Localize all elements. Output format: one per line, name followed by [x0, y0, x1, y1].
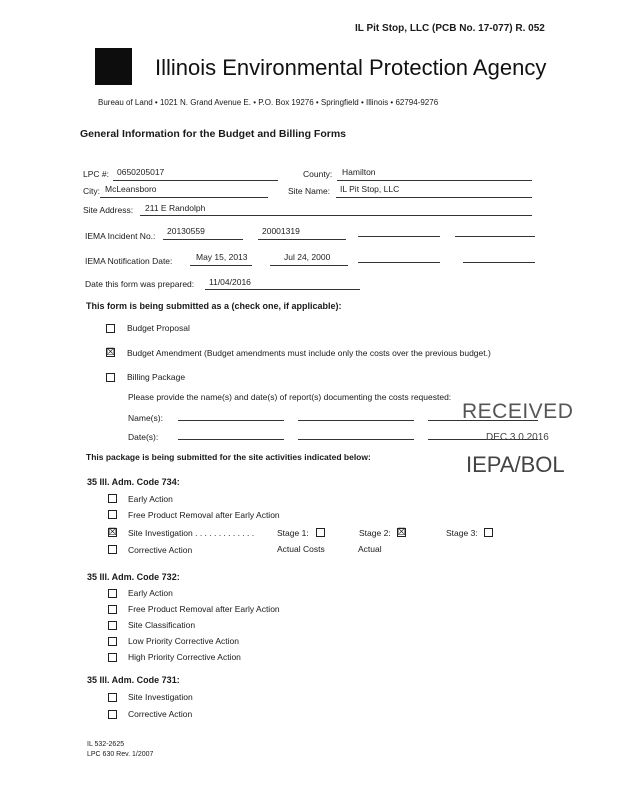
code734-title: 35 Ill. Adm. Code 734:: [87, 477, 180, 487]
iema-incident-label: IEMA Incident No.:: [85, 231, 156, 241]
budget-amendment-check-mark: ☒: [106, 347, 115, 358]
report-name-2[interactable]: [298, 420, 414, 421]
code734-corrective-action-checkbox[interactable]: [108, 545, 117, 554]
stage1-label: Stage 1:: [277, 528, 309, 538]
code734-site-investigation-label: Site Investigation . . . . . . . . . . . . .: [128, 528, 255, 538]
stage1-checkbox[interactable]: [316, 528, 325, 537]
iema-incident-2[interactable]: 20001319: [262, 226, 300, 236]
agency-logo: [95, 48, 132, 85]
billing-package-label: Billing Package: [127, 372, 186, 382]
code734-early-action-label: Early Action: [128, 494, 173, 504]
reports-prompt: Please provide the name(s) and date(s) of report(s) documenting the costs requested:: [128, 392, 452, 402]
report-date-2[interactable]: [298, 439, 414, 440]
form-title: General Information for the Budget and Billing Forms: [80, 128, 347, 140]
agency-name: Illinois Environmental Protection Agency: [155, 55, 547, 80]
city-value[interactable]: McLeansboro: [105, 184, 157, 194]
billing-package-checkbox[interactable]: [106, 373, 115, 382]
received-stamp-date: DEC 3 0 2016: [486, 432, 549, 443]
prepared-value[interactable]: 11/04/2016: [209, 277, 251, 287]
code731-title: 35 Ill. Adm. Code 731:: [87, 675, 180, 685]
stage3-checkbox[interactable]: [484, 528, 493, 537]
code732-title: 35 Ill. Adm. Code 732:: [87, 572, 180, 582]
budget-amendment-label: Budget Amendment (Budget amendments must include only the costs over the previous budget.): [127, 348, 491, 358]
budget-proposal-label: Budget Proposal: [127, 323, 190, 333]
report-names-label: Name(s):: [128, 413, 163, 423]
stage2-label: Stage 2:: [359, 528, 391, 538]
iema-date-2[interactable]: Jul 24, 2000: [284, 252, 331, 262]
code731-site-investigation-checkbox[interactable]: [108, 693, 117, 702]
received-stamp: RECEIVED: [462, 400, 574, 423]
code734-corrective-action-label: Corrective Action: [128, 545, 193, 555]
footer-revision: LPC 630 Rev. 1/2007: [87, 751, 154, 758]
lpc-value[interactable]: 0650205017: [117, 167, 165, 177]
code732-early-action-checkbox[interactable]: [108, 589, 117, 598]
code732-site-classification-checkbox[interactable]: [108, 621, 117, 630]
code732-site-classification-label: Site Classification: [128, 620, 196, 630]
report-date-1[interactable]: [178, 439, 284, 440]
code732-early-action-label: Early Action: [128, 588, 173, 598]
code732-low-priority-label: Low Priority Corrective Action: [128, 636, 240, 646]
code732-high-priority-checkbox[interactable]: [108, 653, 117, 662]
code732-free-product-checkbox[interactable]: [108, 605, 117, 614]
site-name-label: Site Name:: [288, 186, 331, 196]
actual-label: Actual: [358, 544, 382, 554]
stage3-label: Stage 3:: [446, 528, 478, 538]
site-name-value[interactable]: IL Pit Stop, LLC: [340, 184, 400, 194]
prepared-label: Date this form was prepared:: [85, 279, 195, 289]
iema-date-1[interactable]: May 15, 2013: [196, 252, 248, 262]
document-reference: IL Pit Stop, LLC (PCB No. 17-077) R. 052: [355, 23, 545, 34]
received-stamp-office: IEPA/BOL: [466, 452, 565, 477]
county-label: County:: [303, 169, 333, 179]
iema-incident-blank-4[interactable]: [455, 236, 535, 237]
code731-site-investigation-label: Site Investigation: [128, 692, 193, 702]
city-label: City:: [83, 186, 100, 196]
iema-date-blank-3[interactable]: [358, 262, 440, 263]
county-value[interactable]: Hamilton: [342, 167, 376, 177]
code732-free-product-label: Free Product Removal after Early Action: [128, 604, 280, 614]
site-address-value[interactable]: 211 E Randolph: [145, 203, 206, 213]
iema-incident-1[interactable]: 20130559: [167, 226, 205, 236]
lpc-label: LPC #:: [83, 169, 109, 179]
iema-incident-blank-3[interactable]: [358, 236, 440, 237]
stage2-check-mark: ☒: [397, 527, 406, 538]
code734-free-product-checkbox[interactable]: [108, 510, 117, 519]
iema-date-label: IEMA Notification Date:: [85, 256, 173, 266]
code731-corrective-action-checkbox[interactable]: [108, 710, 117, 719]
iema-date-blank-4[interactable]: [463, 262, 535, 263]
site-address-label: Site Address:: [83, 205, 134, 215]
code732-low-priority-checkbox[interactable]: [108, 637, 117, 646]
submission-heading: This form is being submitted as a (check one, if applicable):: [86, 301, 342, 311]
report-dates-label: Date(s):: [128, 432, 159, 442]
code734-free-product-label: Free Product Removal after Early Action: [128, 510, 280, 520]
code732-high-priority-label: High Priority Corrective Action: [128, 652, 241, 662]
budget-proposal-checkbox[interactable]: [106, 324, 115, 333]
report-name-1[interactable]: [178, 420, 284, 421]
code734-early-action-checkbox[interactable]: [108, 494, 117, 503]
code734-site-investigation-check-mark: ☒: [108, 527, 117, 538]
agency-address: Bureau of Land • 1021 N. Grand Avenue E. • P.O. Box 19276 • Springfield • Illinois • 62794-9276: [98, 98, 439, 107]
activities-heading: This package is being submitted for the site activities indicated below:: [86, 452, 371, 462]
footer-form-number: IL 532-2625: [87, 741, 125, 748]
code731-corrective-action-label: Corrective Action: [128, 709, 193, 719]
actual-costs-label: Actual Costs: [277, 544, 325, 554]
